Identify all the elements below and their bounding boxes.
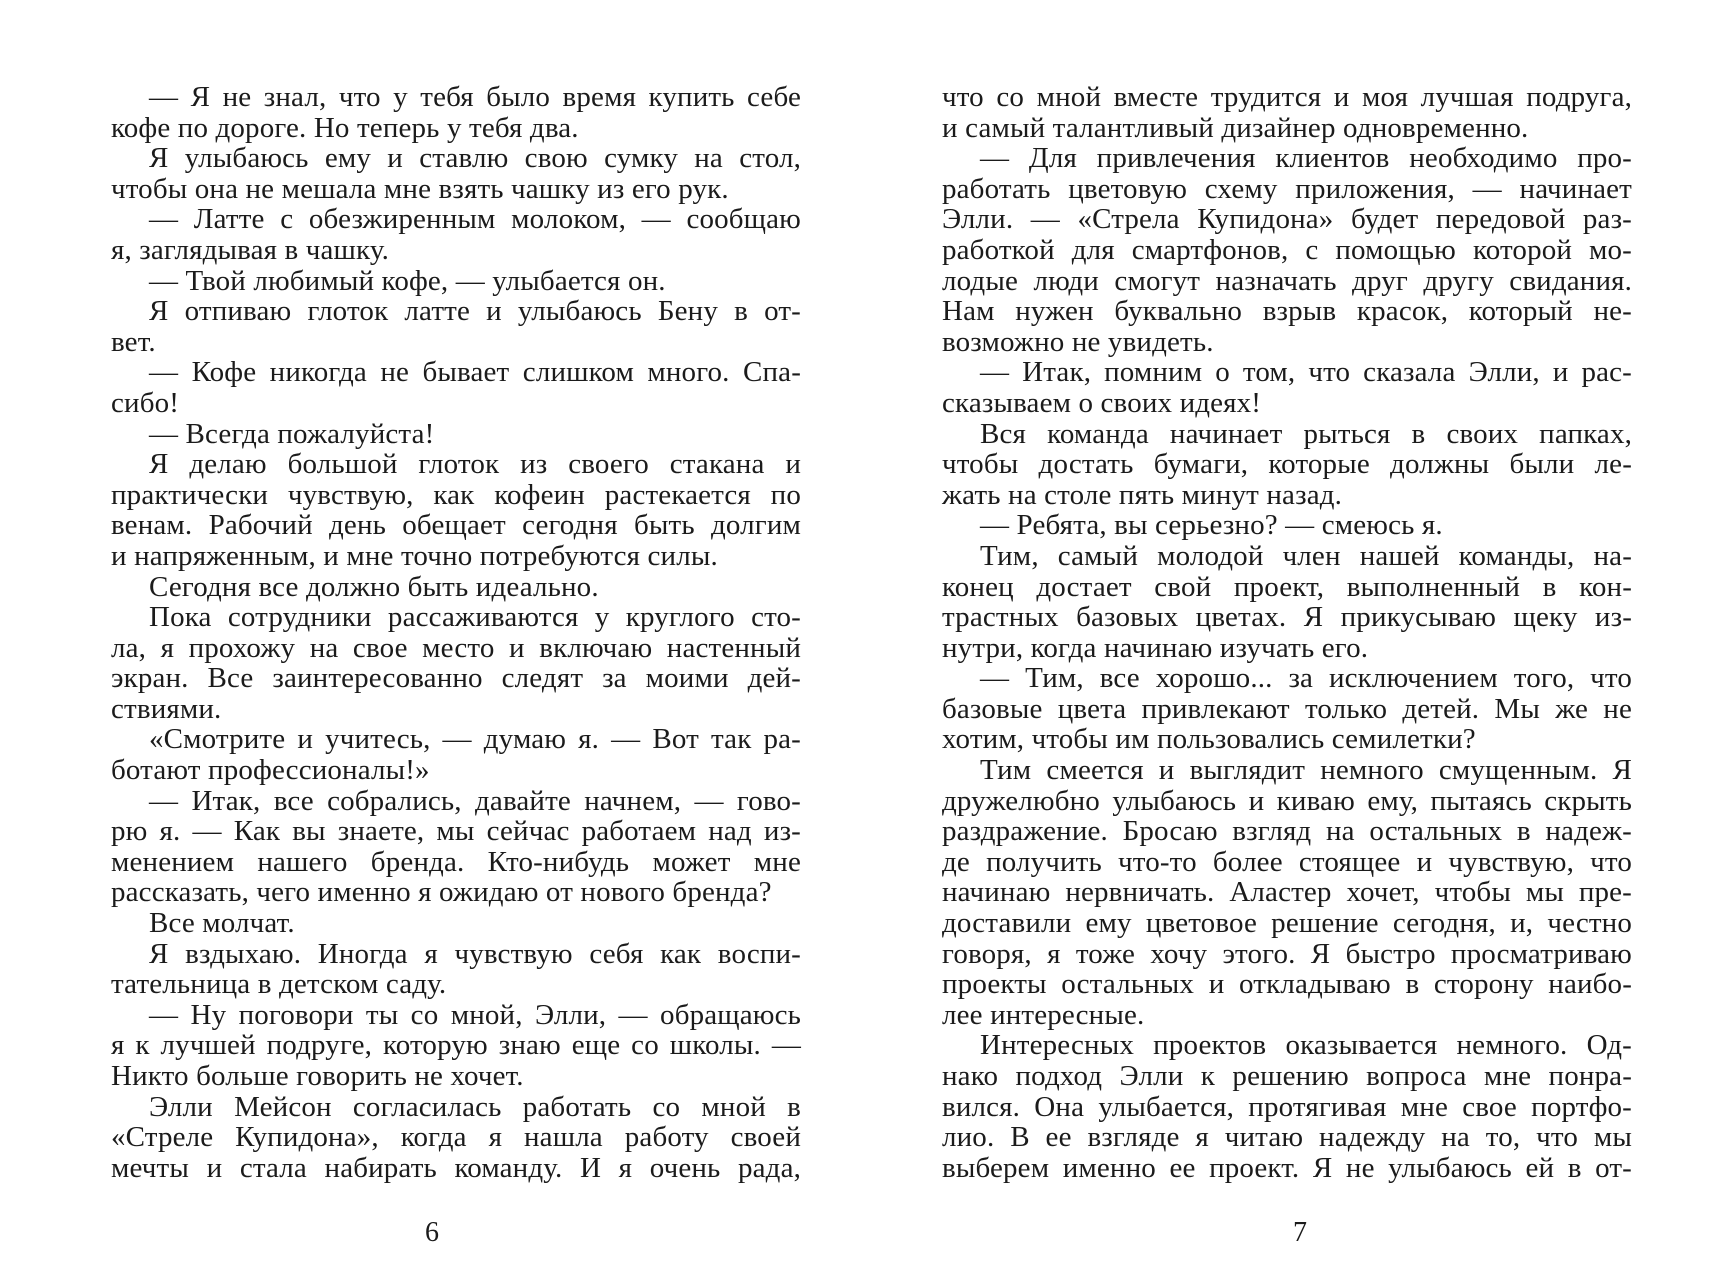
text-line: ботают профессионалы!» [111,754,430,787]
text-line: — Тим, все хорошо... за исключением того, что [980,662,1632,695]
text-line: — Ребята, вы серьезно? — смеюсь я. [980,509,1443,542]
text-line: хотим, чтобы им пользовались семилетки? [942,723,1476,756]
text-line: тательница в детском саду. [111,968,447,1001]
text-line: кофе по дороге. Но теперь у тебя два. [111,111,579,144]
text-line: «Смотрите и учитесь, — думаю я. — Вот так ра- [149,723,801,756]
text-line: нутри, когда начинаю изучать его. [942,631,1369,664]
left-page [111,82,801,1183]
text-line: говоря, я тоже хочу этого. Я быстро просматриваю [942,937,1632,970]
text-line: — Я не знал, что у тебя было время купить себе [149,81,801,113]
page-number-left: 6 [425,1217,439,1248]
text-line: Я вздыхаю. Иногда я чувствую себя как воспи- [149,937,801,970]
right-page [942,82,1632,1183]
text-line: чтобы достать бумаги, которые должны были ле- [942,448,1632,481]
text-line: работать цветовую схему приложения, — начинает [942,172,1632,205]
text-line: я к лучшей подруге, которую знаю еще со школы. — [111,1029,801,1062]
text-line: конец достает свой проект, выполненный в кон- [942,570,1632,603]
text-line: Никто больше говорить не хочет. [111,1060,524,1092]
text-line: Я улыбаюсь ему и ставлю свою сумку на стол, [149,142,801,175]
text-line: — Для привлечения клиентов необходимо про- [980,142,1632,175]
text-line: Вся команда начинает рыться в своих папках, [980,417,1632,450]
page-number-right: 7 [1293,1217,1307,1248]
text-line: что со мной вместе трудится и моя лучшая подруга, [942,81,1632,113]
text-line: ствиями. [111,692,222,725]
text-line: и самый талантливый дизайнер одновременно. [942,111,1529,144]
text-line: лио. В ее взгляде я читаю надежду на то, что мы [942,1121,1632,1154]
text-line: раздражение. Бросаю взгляд на остальных в надеж- [942,815,1632,848]
text-line: экран. Все заинтересованно следят за моими дей- [111,662,801,695]
text-line: Элли. — «Стрела Купидона» будет передовой раз- [942,203,1632,236]
text-line: де получить что-то более стоящее и чувствую, что [942,845,1632,878]
text-line: ла, я прохожу на свое место и включаю настенный [111,631,801,664]
text-line: жать на столе пять минут назад. [942,478,1343,511]
text-line: выберем именно ее проект. Я не улыбаюсь ей в от- [942,1151,1632,1184]
text-line: рассказать, чего именно я ожидаю от нового бренда? [111,876,772,909]
text-line: Тим, самый молодой член нашей команды, на- [980,539,1632,572]
text-line: — Твой любимый кофе, — улыбается он. [149,264,666,297]
text-line: нако подход Элли к решению вопроса мне понра- [942,1060,1632,1092]
text-line: Интересных проектов оказывается немного. Од- [980,1029,1632,1062]
text-line: мечты и стала набирать команду. И я очень рада, [111,1151,801,1184]
text-line: менением нашего бренда. Кто-нибудь может мне [111,845,801,878]
text-line: Я отпиваю глоток латте и улыбаюсь Бену в от- [149,295,801,328]
text-line: Элли Мейсон согласилась работать со мной в [149,1090,801,1123]
text-line: проекты остальных и откладываю в сторону наибо- [942,968,1632,1001]
text-line: доставили ему цветовое решение сегодня, и, честно [942,907,1632,940]
text-line: сибо! [111,386,180,419]
text-line: Все молчат. [149,907,295,940]
text-line: чтобы она не мешала мне взять чашку из его рук. [111,172,729,205]
text-line: лодые люди смогут назначать друг другу свидания. [942,264,1632,297]
text-line: Я делаю большой глоток из своего стакана и [149,448,801,481]
text-line: Сегодня все должно быть идеально. [149,570,599,603]
text-line: — Ну поговори ты со мной, Элли, — обращаюсь [149,998,801,1031]
text-line: базовые цвета привлекают только детей. Мы же не [942,692,1632,725]
text-line: — Всегда пожалуйста! [149,417,435,450]
text-line: Тим смеется и выглядит немного смущенным. Я [980,754,1632,787]
text-line: работкой для смартфонов, с помощью которой мо- [942,233,1632,266]
text-line: венам. Рабочий день обещает сегодня быть долгим [111,509,801,542]
text-line: рю я. — Как вы знаете, мы сейчас работаем над из- [111,815,801,848]
text-line: дружелюбно улыбаюсь и киваю ему, пытаясь скрыть [942,784,1632,817]
text-line: вет. [111,325,156,358]
text-line: — Латте с обезжиренным молоком, — сообщаю [149,203,801,236]
text-line: — Итак, помним о том, что сказала Элли, и рас- [980,356,1632,389]
text-line: лее интересные. [942,998,1145,1031]
text-line: — Кофе никогда не бывает слишком много. Спа- [149,356,801,389]
text-line: и напряженным, и мне точно потребуются силы. [111,539,718,572]
text-line: возможно не увидеть. [942,325,1214,358]
text-line: я, заглядывая в чашку. [111,233,389,266]
text-line: Пока сотрудники рассаживаются у круглого сто- [149,601,801,634]
text-line: трастных базовых цветах. Я прикусываю щеку из- [942,601,1632,634]
text-line: Нам нужен буквально взрыв красок, который не- [942,295,1632,328]
text-line: сказываем о своих идеях! [942,386,1262,419]
text-line: «Стреле Купидона», когда я нашла работу своей [111,1121,801,1154]
text-line: начинаю нервничать. Аластер хочет, чтобы мы пре- [942,876,1632,909]
text-line: — Итак, все собрались, давайте начнем, — гово- [149,784,801,817]
text-line: вился. Она улыбается, протягивая мне свое портфо- [942,1090,1632,1123]
text-line: практически чувствую, как кофеин растекается по [111,478,801,511]
